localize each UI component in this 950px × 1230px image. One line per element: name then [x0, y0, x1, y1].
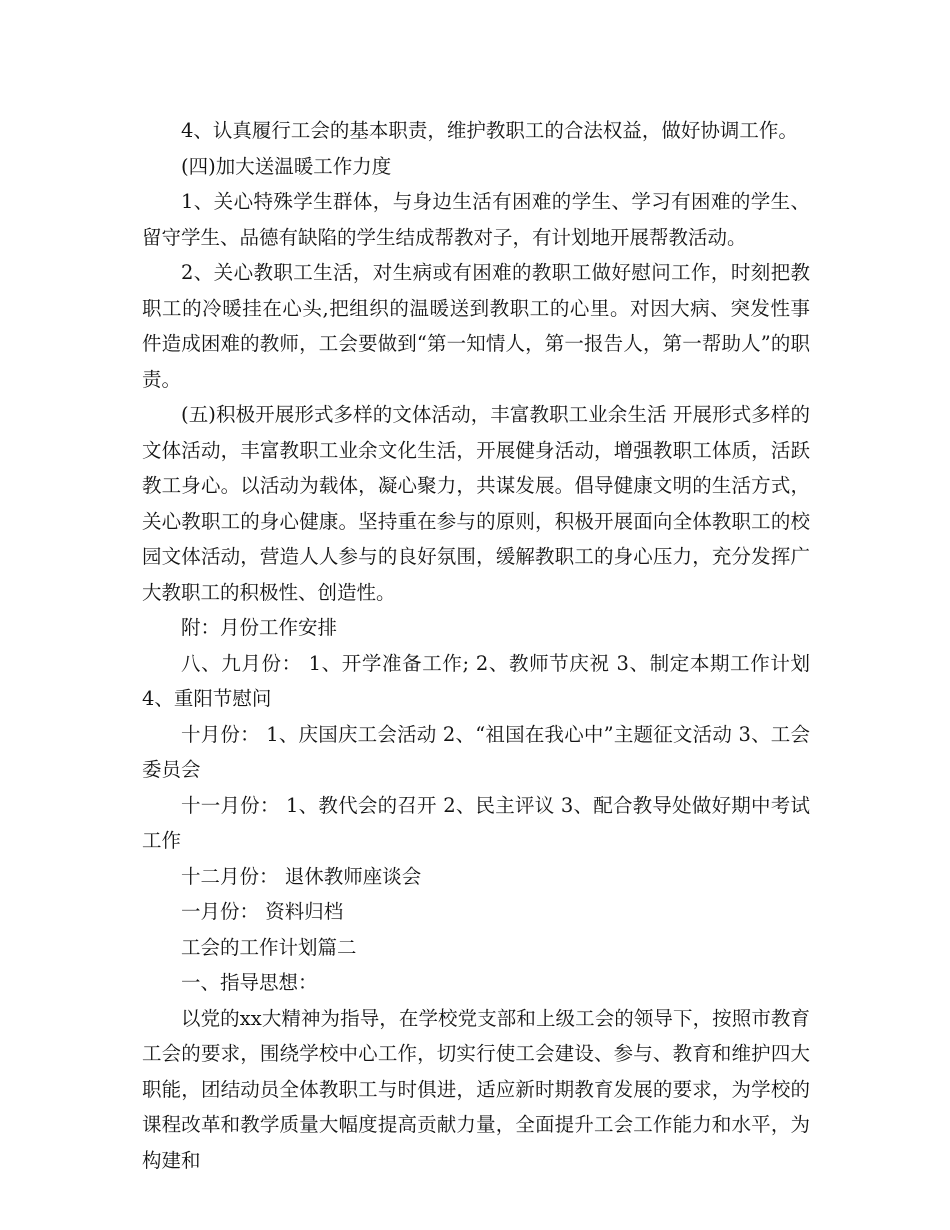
schedule-item: 一月份： 资料归档 — [181, 900, 344, 923]
section-heading: (四)加大送温暖工作力度 — [181, 154, 392, 178]
paragraph: 1、关心特殊学生群体，与身边生活有困难的学生、学习有困难的学生、留守学生、品德有缺陷的学生结成帮教对子，有计划地开展帮教活动。 — [142, 190, 810, 249]
paragraph: 4、认真履行工会的基本职责，维护教职工的合法权益，做好协调工作。 — [181, 119, 798, 142]
paragraph: 2、关心教职工生活，对生病或有困难的教职工做好慰问工作，时刻把教职工的冷暖挂在心头,把组织的温暖送到教职工的心里。对因大病、突发性事件造成困难的教师，工会要做到“第一知情人，第一报告人，第一帮助人”的职责。 — [142, 261, 810, 391]
section-title: 工会的工作计划篇二 — [181, 935, 357, 959]
paragraph: (五)积极开展形式多样的文体活动，丰富教职工业余生活 开展形式多样的文体活动，丰富教职工业余文化生活，开展健身活动，增强教职工体质，活跃教工身心。以活动为载体，凝心聚力，共谋发展。倡导健康文明的生活方式，关心教职工的身心健康。坚持重在参与的原则，积极开展面向全体教职工的校园文体活动，营造人人参与的良好氛围，缓解教职工的身心压力，充分发挥广大教职工的积极性、创造性。 — [142, 403, 810, 604]
paragraph: 以党的xx大精神为指导，在学校党支部和上级工会的领导下，按照市教育工会的要求，围绕学校中心工作，切实行使工会建设、参与、教育和维护四大职能，团结动员全体教职工与时俱进，适应新时期教育发展的要求，为学校的课程改革和教学质量大幅度提高贡献力量，全面提升工会工作能力和水平，为构建和 — [142, 1006, 810, 1172]
schedule-item: 十一月份： 1、教代会的召开 2、民主评议 3、配合教导处做好期中考试工作 — [142, 793, 810, 852]
schedule-item: 十二月份： 退休教师座谈会 — [181, 864, 422, 888]
section-heading: 一、指导思想： — [181, 971, 318, 994]
appendix-heading: 附：月份工作安排 — [181, 616, 338, 639]
schedule-item: 八、九月份： 1、开学准备工作; 2、教师节庆祝 3、制定本期工作计划 4、重阳节慰问 — [142, 651, 810, 710]
document-body — [142, 113, 810, 1178]
schedule-item: 十月份： 1、庆国庆工会活动 2、“祖国在我心中”主题征文活动 3、工会委员会 — [142, 722, 810, 781]
